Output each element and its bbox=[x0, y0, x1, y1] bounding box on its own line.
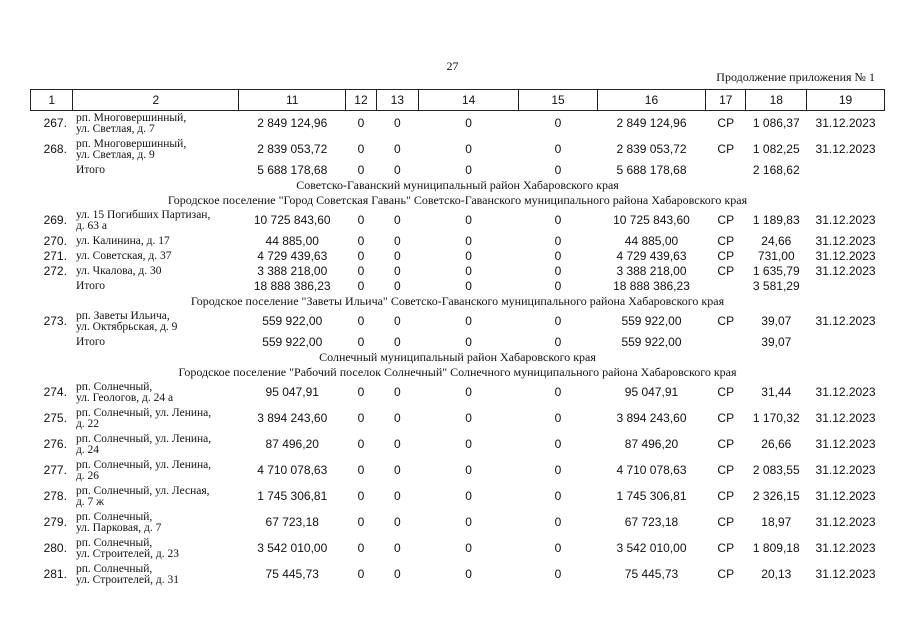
address-line: ул. Строителей, д. 31 bbox=[75, 573, 179, 586]
total-label: Итого bbox=[75, 163, 106, 176]
value-col-14: 0 bbox=[465, 248, 472, 263]
value-col-12: 0 bbox=[357, 334, 365, 349]
value-col-12: 0 bbox=[357, 515, 365, 529]
value-col-19: 31.12.2023 bbox=[815, 248, 876, 263]
value-col-12: 0 bbox=[357, 567, 365, 581]
total-row bbox=[31, 335, 885, 350]
value-col-11: 559 922,00 bbox=[262, 334, 323, 349]
value-col-19: 31.12.2023 bbox=[815, 213, 876, 227]
value-col-19: 31.12.2023 bbox=[815, 411, 876, 425]
value-col-18: 18,97 bbox=[761, 515, 792, 529]
value-col-17 bbox=[706, 335, 746, 350]
value-col-18: 1 082,25 bbox=[752, 142, 800, 156]
value-col-15: 0 bbox=[554, 263, 562, 278]
row-number: 280. bbox=[43, 541, 67, 555]
value-col-15: 0 bbox=[554, 541, 562, 555]
value-col-13: 0 bbox=[393, 278, 401, 293]
value-col-16: 18 888 386,23 bbox=[613, 278, 690, 293]
address-line: ул. Геологов, д. 24 а bbox=[75, 391, 174, 404]
value-col-13: 0 bbox=[393, 213, 401, 227]
value-col-13: 0 bbox=[393, 385, 401, 399]
value-col-14: 0 bbox=[465, 463, 472, 477]
table-row bbox=[31, 249, 885, 264]
value-col-11: 75 445,73 bbox=[265, 567, 319, 581]
row-number: 274. bbox=[43, 385, 67, 399]
value-col-12: 0 bbox=[357, 116, 365, 131]
value-col-15: 0 bbox=[554, 248, 562, 263]
section-heading: Солнечный муниципальный район Хабаровского края bbox=[319, 349, 596, 364]
section-heading: Городское поселение "Рабочий поселок Солнечный" Солнечного муниципального района Хабаровского края bbox=[178, 364, 737, 379]
address-cell bbox=[73, 137, 239, 163]
address-line: рп. Солнечный, bbox=[75, 510, 153, 523]
address-line: рп. Солнечный, bbox=[75, 562, 153, 575]
value-col-17: СР bbox=[717, 213, 735, 227]
value-col-11: 4 729 439,63 bbox=[257, 248, 328, 263]
value-col-12: 0 bbox=[357, 411, 365, 425]
value-col-12: 0 bbox=[357, 263, 365, 278]
table-row bbox=[31, 264, 885, 279]
value-col-14: 0 bbox=[465, 411, 472, 425]
value-col-15: 0 bbox=[554, 567, 562, 581]
value-col-18: 731,00 bbox=[757, 248, 795, 263]
value-col-12: 0 bbox=[357, 213, 365, 227]
address-cell bbox=[73, 234, 239, 249]
value-col-16: 3 388 218,00 bbox=[616, 263, 687, 278]
value-col-14: 0 bbox=[465, 142, 472, 156]
address-line: ул. Строителей, д. 23 bbox=[75, 547, 179, 560]
column-header: 14 bbox=[419, 90, 519, 111]
value-col-18: 1 170,32 bbox=[752, 411, 800, 425]
value-col-11: 18 888 386,23 bbox=[253, 278, 331, 293]
address-line: д. 24 bbox=[75, 443, 100, 456]
address-line: рп. Многовершинный, bbox=[75, 137, 187, 150]
value-col-13: 0 bbox=[393, 334, 401, 349]
value-col-12: 0 bbox=[357, 541, 365, 555]
value-col-18: 2 083,55 bbox=[752, 463, 800, 477]
value-col-14: 0 bbox=[465, 541, 472, 555]
value-col-14: 0 bbox=[465, 489, 472, 503]
section-heading-row bbox=[31, 350, 885, 365]
value-col-17: СР bbox=[717, 263, 735, 278]
row-number: 272. bbox=[43, 263, 67, 278]
value-col-13: 0 bbox=[393, 541, 401, 555]
address-line: ул. Советская, д. 37 bbox=[75, 249, 172, 262]
address-cell bbox=[73, 458, 239, 484]
value-col-18: 39,07 bbox=[761, 314, 792, 328]
value-col-12: 0 bbox=[357, 437, 365, 451]
row-number bbox=[31, 279, 73, 294]
row-number bbox=[31, 335, 73, 350]
value-col-14: 0 bbox=[465, 162, 472, 177]
address-cell bbox=[73, 264, 239, 279]
value-col-11: 5 688 178,68 bbox=[257, 162, 328, 177]
row-number: 267. bbox=[43, 116, 67, 131]
address-line: ул. 15 Погибших Партизан, bbox=[75, 208, 211, 221]
column-header: 17 bbox=[706, 90, 746, 111]
value-col-18: 2 326,15 bbox=[752, 489, 800, 503]
value-col-19: 31.12.2023 bbox=[815, 142, 876, 156]
value-col-17: СР bbox=[717, 385, 735, 399]
table-row bbox=[31, 111, 885, 137]
value-col-16: 1 745 306,81 bbox=[616, 489, 687, 503]
value-col-19 bbox=[807, 279, 885, 294]
value-col-16: 4 729 439,63 bbox=[616, 248, 687, 263]
value-col-14: 0 bbox=[465, 233, 472, 248]
value-col-12: 0 bbox=[357, 489, 365, 503]
value-col-11: 2 839 053,72 bbox=[257, 142, 328, 156]
value-col-15: 0 bbox=[554, 489, 562, 503]
address-cell bbox=[73, 380, 239, 406]
address-line: д. 26 bbox=[75, 469, 100, 482]
value-col-17: СР bbox=[717, 567, 735, 581]
value-col-17: СР bbox=[717, 233, 735, 248]
section-heading-row bbox=[31, 193, 885, 208]
value-col-12: 0 bbox=[357, 385, 365, 399]
row-number: 278. bbox=[43, 489, 67, 503]
address-line: д. 7 ж bbox=[75, 495, 105, 508]
address-cell bbox=[73, 111, 239, 137]
section-heading-row bbox=[31, 294, 885, 309]
value-col-15: 0 bbox=[554, 314, 562, 328]
value-col-13: 0 bbox=[393, 233, 401, 248]
value-col-17 bbox=[706, 279, 746, 294]
section-heading-row bbox=[31, 365, 885, 380]
column-header: 18 bbox=[746, 90, 807, 111]
row-number: 276. bbox=[43, 437, 67, 451]
value-col-16: 2 849 124,96 bbox=[616, 116, 687, 131]
column-header: 11 bbox=[239, 90, 346, 111]
value-col-11: 1 745 306,81 bbox=[257, 489, 328, 503]
address-line: рп. Заветы Ильича, bbox=[75, 309, 170, 322]
value-col-17: СР bbox=[717, 489, 735, 503]
value-col-19: 31.12.2023 bbox=[815, 515, 876, 529]
value-col-19: 31.12.2023 bbox=[815, 463, 876, 477]
value-col-19: 31.12.2023 bbox=[815, 385, 876, 399]
column-header: 15 bbox=[519, 90, 598, 111]
column-header: 19 bbox=[807, 90, 885, 111]
value-col-12: 0 bbox=[357, 162, 365, 177]
value-col-19: 31.12.2023 bbox=[815, 116, 876, 131]
value-col-14: 0 bbox=[465, 314, 472, 328]
value-col-15: 0 bbox=[554, 116, 562, 131]
table-row bbox=[31, 137, 885, 163]
value-col-17: СР bbox=[717, 411, 735, 425]
address-line: ул. Парковая, д. 7 bbox=[75, 521, 162, 534]
value-col-18: 1 189,83 bbox=[752, 213, 800, 227]
column-header: 12 bbox=[346, 90, 376, 111]
value-col-17: СР bbox=[717, 314, 735, 328]
row-number: 268. bbox=[43, 142, 67, 156]
value-col-12: 0 bbox=[357, 233, 365, 248]
address-cell bbox=[73, 208, 239, 234]
table-row bbox=[31, 406, 885, 432]
value-col-16: 559 922,00 bbox=[621, 334, 682, 349]
address-cell bbox=[73, 249, 239, 264]
value-col-17: СР bbox=[717, 515, 735, 529]
value-col-11: 3 894 243,60 bbox=[257, 411, 328, 425]
address-line: рп. Солнечный, bbox=[75, 380, 153, 393]
address-line: рп. Многовершинный, bbox=[75, 111, 187, 124]
value-col-18: 1 635,79 bbox=[752, 263, 800, 278]
total-row bbox=[31, 163, 885, 178]
value-col-19 bbox=[807, 163, 885, 178]
value-col-11: 2 849 124,96 bbox=[257, 116, 328, 131]
value-col-15: 0 bbox=[554, 233, 562, 248]
address-cell bbox=[73, 432, 239, 458]
value-col-13: 0 bbox=[393, 263, 401, 278]
column-header: 13 bbox=[376, 90, 418, 111]
value-col-18: 3 581,29 bbox=[752, 278, 800, 293]
row-number: 279. bbox=[43, 515, 67, 529]
value-col-12: 0 bbox=[357, 248, 365, 263]
value-col-18: 20,13 bbox=[761, 567, 792, 581]
address-cell bbox=[73, 406, 239, 432]
row-number: 269. bbox=[43, 213, 67, 227]
table-row bbox=[31, 309, 885, 335]
value-col-13: 0 bbox=[393, 314, 401, 328]
value-col-12: 0 bbox=[357, 142, 365, 156]
appendix-table bbox=[30, 89, 885, 588]
address-line: д. 63 а bbox=[75, 219, 108, 232]
value-col-14: 0 bbox=[465, 263, 472, 278]
column-header: 1 bbox=[31, 90, 73, 111]
value-col-15: 0 bbox=[554, 334, 562, 349]
table-row bbox=[31, 510, 885, 536]
address-cell bbox=[73, 536, 239, 562]
total-label: Итого bbox=[75, 335, 106, 348]
value-col-17: СР bbox=[717, 463, 735, 477]
value-col-11: 559 922,00 bbox=[262, 314, 323, 328]
value-col-17: СР bbox=[717, 142, 735, 156]
value-col-16: 67 723,18 bbox=[624, 515, 679, 529]
value-col-16: 3 542 010,00 bbox=[616, 541, 687, 555]
value-col-13: 0 bbox=[393, 515, 401, 529]
value-col-16: 5 688 178,68 bbox=[616, 162, 687, 177]
value-col-16: 3 894 243,60 bbox=[616, 411, 687, 425]
row-number: 281. bbox=[43, 567, 67, 581]
value-col-19: 31.12.2023 bbox=[815, 233, 876, 248]
table-row bbox=[31, 536, 885, 562]
section-heading-row bbox=[31, 178, 885, 193]
table-row bbox=[31, 458, 885, 484]
table-row bbox=[31, 234, 885, 249]
value-col-13: 0 bbox=[393, 567, 401, 581]
address-line: д. 22 bbox=[75, 417, 100, 430]
value-col-13: 0 bbox=[393, 489, 401, 503]
value-col-16: 75 445,73 bbox=[624, 567, 679, 581]
value-col-13: 0 bbox=[393, 463, 401, 477]
appendix-caption: Продолжение приложения № 1 bbox=[716, 70, 875, 84]
page-number: 27 bbox=[446, 59, 459, 73]
value-col-17: СР bbox=[717, 116, 735, 131]
address-line: ул. Светлая, д. 7 bbox=[75, 122, 155, 135]
value-col-15: 0 bbox=[554, 213, 562, 227]
value-col-15: 0 bbox=[554, 278, 562, 293]
value-col-16: 559 922,00 bbox=[621, 314, 682, 328]
value-col-18: 1 086,37 bbox=[752, 116, 800, 131]
value-col-18: 39,07 bbox=[761, 334, 792, 349]
address-line: рп. Солнечный, ул. Лесная, bbox=[75, 484, 210, 497]
value-col-16: 44 885,00 bbox=[624, 233, 679, 248]
value-col-16: 10 725 843,60 bbox=[613, 213, 690, 227]
row-number: 271. bbox=[43, 248, 67, 263]
value-col-14: 0 bbox=[465, 385, 472, 399]
value-col-11: 67 723,18 bbox=[265, 515, 319, 529]
value-col-19: 31.12.2023 bbox=[815, 263, 876, 278]
row-number: 273. bbox=[43, 314, 67, 328]
table-row bbox=[31, 432, 885, 458]
value-col-19: 31.12.2023 bbox=[815, 489, 876, 503]
address-cell bbox=[73, 309, 239, 335]
section-heading: Городское поселение "Заветы Ильича" Советско-Гаванского муниципального района Хабаровского края bbox=[190, 293, 725, 308]
row-number: 275. bbox=[43, 411, 67, 425]
value-col-15: 0 bbox=[554, 463, 562, 477]
value-col-14: 0 bbox=[465, 213, 472, 227]
total-label: Итого bbox=[75, 279, 106, 292]
value-col-11: 10 725 843,60 bbox=[253, 213, 331, 227]
value-col-16: 87 496,20 bbox=[624, 437, 679, 451]
value-col-11: 4 710 078,63 bbox=[257, 463, 328, 477]
address-line: ул. Калинина, д. 17 bbox=[75, 234, 170, 247]
value-col-13: 0 bbox=[393, 248, 401, 263]
value-col-16: 95 047,91 bbox=[624, 385, 679, 399]
value-col-14: 0 bbox=[465, 437, 472, 451]
address-cell bbox=[73, 510, 239, 536]
value-col-14: 0 bbox=[465, 567, 472, 581]
table-row bbox=[31, 484, 885, 510]
value-col-14: 0 bbox=[465, 334, 472, 349]
value-col-11: 3 542 010,00 bbox=[257, 541, 328, 555]
value-col-15: 0 bbox=[554, 162, 562, 177]
value-col-13: 0 bbox=[393, 142, 401, 156]
value-col-14: 0 bbox=[465, 515, 472, 529]
value-col-19: 31.12.2023 bbox=[815, 437, 876, 451]
value-col-18: 24,66 bbox=[761, 233, 792, 248]
value-col-12: 0 bbox=[357, 463, 365, 477]
value-col-17: СР bbox=[717, 541, 735, 555]
row-number bbox=[31, 163, 73, 178]
row-number: 270. bbox=[43, 233, 67, 248]
value-col-13: 0 bbox=[393, 437, 401, 451]
value-col-12: 0 bbox=[357, 278, 365, 293]
value-col-15: 0 bbox=[554, 515, 562, 529]
table-row bbox=[31, 380, 885, 406]
value-col-14: 0 bbox=[465, 116, 472, 131]
value-col-13: 0 bbox=[393, 162, 401, 177]
total-row bbox=[31, 279, 885, 294]
address-line: рп. Солнечный, ул. Ленина, bbox=[75, 406, 212, 419]
value-col-14: 0 bbox=[465, 278, 472, 293]
value-col-18: 2 168,62 bbox=[752, 162, 800, 177]
value-col-15: 0 bbox=[554, 142, 562, 156]
address-line: рп. Солнечный, bbox=[75, 536, 153, 549]
row-number: 277. bbox=[43, 463, 67, 477]
value-col-13: 0 bbox=[393, 116, 401, 131]
value-col-19 bbox=[807, 335, 885, 350]
address-cell bbox=[73, 484, 239, 510]
address-line: ул. Октябрьская, д. 9 bbox=[75, 320, 178, 333]
section-heading: Городское поселение "Город Советская Гавань" Советско-Гаванского муниципального района Хабаровского края bbox=[167, 192, 748, 207]
table-row bbox=[31, 208, 885, 234]
value-col-18: 26,66 bbox=[761, 437, 792, 451]
value-col-18: 1 809,18 bbox=[752, 541, 800, 555]
value-col-17 bbox=[706, 163, 746, 178]
address-line: ул. Светлая, д. 9 bbox=[75, 148, 155, 161]
table-body bbox=[31, 111, 885, 588]
value-col-11: 3 388 218,00 bbox=[257, 263, 328, 278]
value-col-17: СР bbox=[717, 437, 735, 451]
value-col-16: 2 839 053,72 bbox=[616, 142, 687, 156]
value-col-11: 87 496,20 bbox=[265, 437, 319, 451]
value-col-16: 4 710 078,63 bbox=[616, 463, 687, 477]
column-header: 2 bbox=[73, 90, 239, 111]
column-header: 16 bbox=[597, 90, 705, 111]
value-col-18: 31,44 bbox=[761, 385, 792, 399]
value-col-17: СР bbox=[717, 248, 735, 263]
section-heading: Советско-Гаванский муниципальный район Хабаровского края bbox=[296, 177, 619, 192]
value-col-19: 31.12.2023 bbox=[815, 567, 876, 581]
value-col-19: 31.12.2023 bbox=[815, 314, 876, 328]
value-col-11: 44 885,00 bbox=[265, 233, 319, 248]
table-row bbox=[31, 562, 885, 588]
value-col-19: 31.12.2023 bbox=[815, 541, 876, 555]
value-col-15: 0 bbox=[554, 411, 562, 425]
address-line: рп. Солнечный, ул. Ленина, bbox=[75, 458, 212, 471]
value-col-13: 0 bbox=[393, 411, 401, 425]
address-line: ул. Чкалова, д. 30 bbox=[75, 264, 162, 277]
value-col-12: 0 bbox=[357, 314, 365, 328]
column-header-row bbox=[31, 90, 885, 111]
value-col-11: 95 047,91 bbox=[265, 385, 319, 399]
address-line: рп. Солнечный, ул. Ленина, bbox=[75, 432, 212, 445]
value-col-15: 0 bbox=[554, 437, 562, 451]
value-col-15: 0 bbox=[554, 385, 562, 399]
address-cell bbox=[73, 562, 239, 588]
